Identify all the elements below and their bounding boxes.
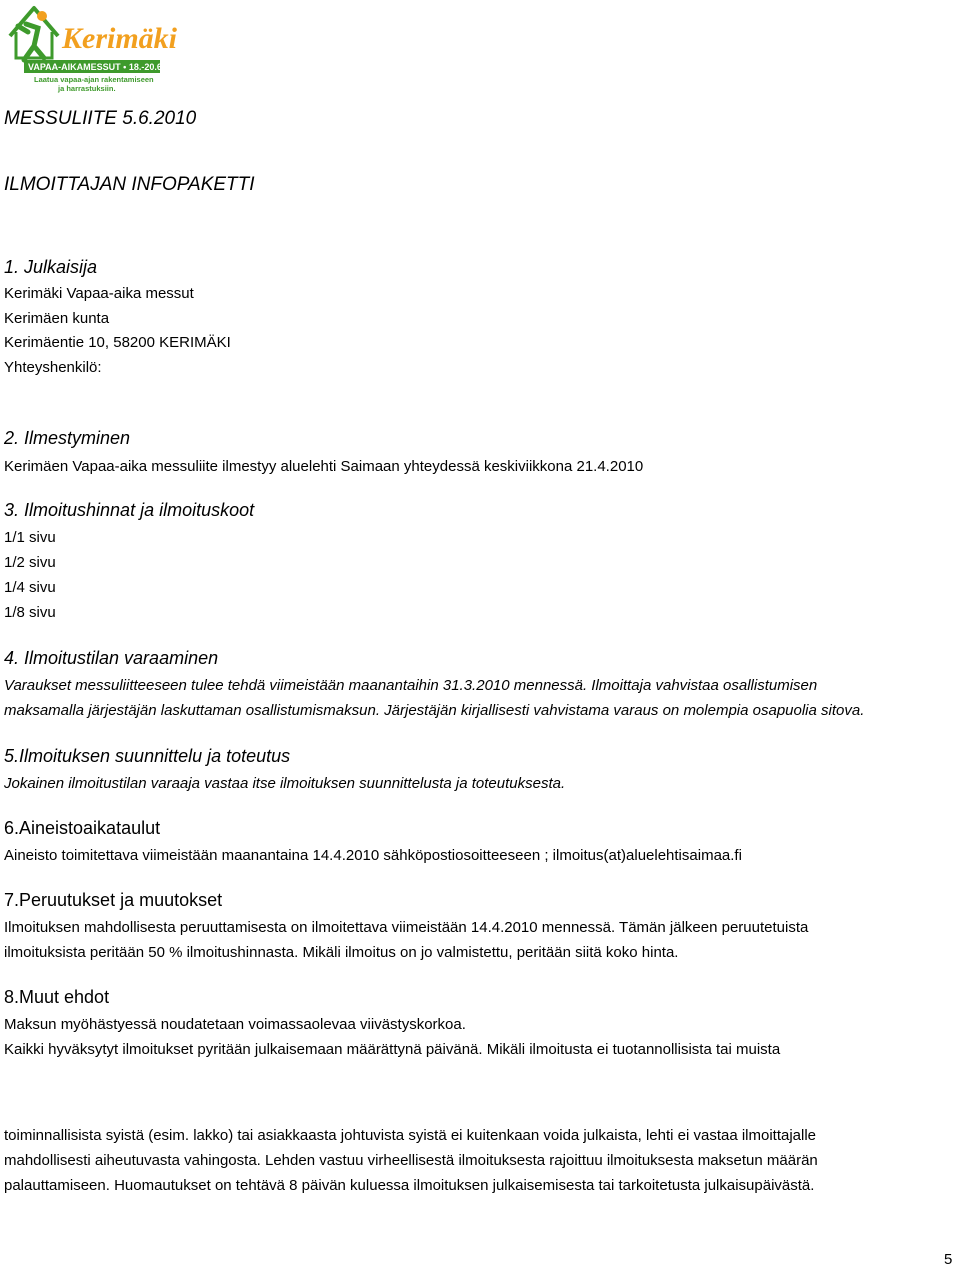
section-3-heading: 3. Ilmoitushinnat ja ilmoituskoot: [4, 500, 255, 520]
section-7-heading: 7.Peruutukset ja muutokset: [4, 890, 223, 910]
section-5-text: Jokainen ilmoitustilan varaaja vastaa itse ilmoituksen suunnittelusta ja toteutuksesta.: [4, 775, 566, 792]
section-4-line-2: maksamalla järjestäjän laskuttaman osallistumismaksun. Järjestäjän kirjallisesti vahvistama varaus on molempia osapuolia sitova.: [4, 702, 865, 719]
size-item-1: 1/1 sivu: [4, 529, 56, 546]
continuation-line-3: palauttamiseen. Huomautukset on tehtävä 8 päivän kuluessa ilmoituksen julkaisemisesta tai tarkoitetusta julkaisupäivästä.: [4, 1177, 815, 1194]
document-subtitle: ILMOITTAJAN INFOPAKETTI: [4, 174, 255, 195]
section-7-line-1: Ilmoituksen mahdollisesta peruuttamisesta on ilmoitettava viimeistään 14.4.2010 mennessä. Tämän jälkeen peruutetuista: [4, 919, 809, 936]
logo-slogan-1: Laatua vapaa-ajan rakentamiseen: [34, 75, 154, 84]
section-4-line-1: Varaukset messuliitteeseen tulee tehdä viimeistään maanantaihin 31.3.2010 mennessä. Ilmoittaja vahvistaa osallistumisen: [4, 677, 818, 694]
logo-slogan-2: ja harrastuksiin.: [58, 84, 116, 93]
section-8-heading: 8.Muut ehdot: [4, 987, 110, 1007]
section-6-heading: 6.Aineistoaikataulut: [4, 818, 161, 838]
size-item-2: 1/2 sivu: [4, 554, 56, 571]
section-7-line-2: ilmoituksista peritään 50 % ilmoitushinnasta. Mikäli ilmoitus on jo valmistettu, peritään siitä koko hinta.: [4, 944, 679, 961]
continuation-line-1: toiminnallisista syistä (esim. lakko) tai asiakkaasta johtuvista syistä ei kuitenkaan voida julkaista, lehti ei vastaa ilmoittajalle: [4, 1127, 817, 1144]
publisher-line-3: Kerimäentie 10, 58200 KERIMÄKI: [4, 334, 231, 351]
section-8-line-2: Kaikki hyväksytyt ilmoitukset pyritään julkaisemaan määrättynä päivänä. Mikäli ilmoitusta ei tuotannollisista tai muista: [4, 1041, 781, 1058]
section-6-text: Aineisto toimitettava viimeistään maanantaina 14.4.2010 sähköpostiosoitteeseen ; ilmoitus(at)aluelehtisaimaa.fi: [4, 847, 742, 864]
logo-dates: VAPAA-AIKAMESSUT • 18.-20.6.2010: [28, 62, 185, 72]
section-8-line-1: Maksun myöhästyessä noudatetaan voimassaolevaa viivästyskorkoa.: [4, 1016, 466, 1033]
publisher-line-1: Kerimäki Vapaa-aika messut: [4, 285, 194, 302]
size-item-4: 1/8 sivu: [4, 604, 56, 621]
document-title: MESSULIITE 5.6.2010: [4, 108, 197, 129]
section-5-heading: 5.Ilmoituksen suunnittelu ja toteutus: [4, 746, 291, 766]
section-2-text: Kerimäen Vapaa-aika messuliite ilmestyy aluelehti Saimaan yhteydessä keskiviikkona 21.4.2010: [4, 458, 644, 475]
section-4-heading: 4. Ilmoitustilan varaaminen: [4, 648, 219, 668]
page-number: 5: [944, 1251, 953, 1268]
kerimaki-logo: [4, 2, 185, 94]
size-item-3: 1/4 sivu: [4, 579, 56, 596]
logo-graphic: [4, 2, 185, 94]
logo-brand: Kerimäki: [62, 22, 178, 55]
publisher-line-4: Yhteyshenkilö:: [4, 359, 102, 376]
publisher-line-2: Kerimäen kunta: [4, 310, 110, 327]
section-2-heading: 2. Ilmestyminen: [4, 428, 131, 448]
continuation-line-2: mahdollisesti aiheutuvasta vahingosta. Lehden vastuu virheellisestä ilmoituksesta rajoittuu ilmoituksesta maksetun määrän: [4, 1152, 818, 1169]
section-1-heading: 1. Julkaisija: [4, 257, 98, 277]
